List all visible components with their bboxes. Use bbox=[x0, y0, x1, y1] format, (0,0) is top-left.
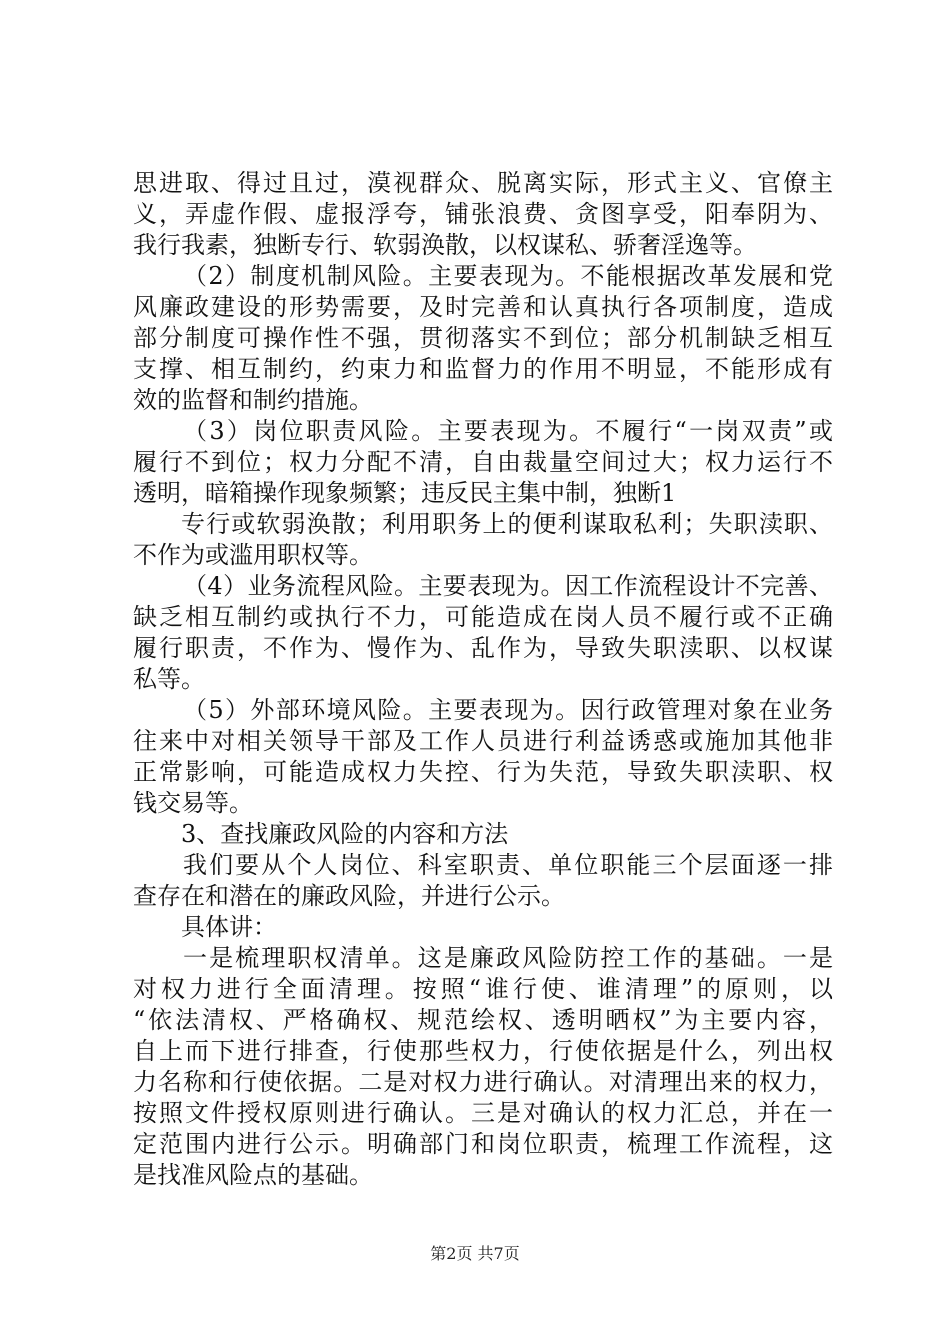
text-line: 力名称和行使依据。二是对权力进行确认。对清理出来的权力， bbox=[133, 1068, 833, 1096]
text-line: （4）业务流程风险。主要表现为。因工作流程设计不完善、 bbox=[183, 572, 833, 600]
text-line: 具体讲： bbox=[181, 913, 277, 941]
text-line: 我行我素，独断专行、软弱涣散，以权谋私、骄奢淫逸等。 bbox=[133, 231, 757, 259]
text-line: 定范围内进行公示。明确部门和岗位职责，梳理工作流程，这 bbox=[133, 1130, 833, 1158]
text-line: 是找准风险点的基础。 bbox=[133, 1161, 373, 1189]
text-line: 思进取、得过且过，漠视群众、脱离实际，形式主义、官僚主 bbox=[133, 169, 833, 197]
text-line: 义，弄虚作假、虚报浮夸，铺张浪费、贪图享受，阳奉阴为、 bbox=[133, 200, 833, 228]
text-line: 对权力进行全面清理。按照“谁行使、谁清理”的原则，以 bbox=[133, 975, 833, 1003]
text-line: “依法清权、严格确权、规范绘权、透明晒权”为主要内容， bbox=[133, 1006, 833, 1034]
text-line: 效的监督和制约措施。 bbox=[133, 386, 373, 414]
text-line: （5）外部环境风险。主要表现为。因行政管理对象在业务 bbox=[183, 696, 833, 724]
text-line: 部分制度可操作性不强，贯彻落实不到位；部分机制缺乏相互 bbox=[133, 324, 833, 352]
text-line: 正常影响，可能造成权力失控、行为失范，导致失职渎职、权 bbox=[133, 758, 833, 786]
body-text bbox=[133, 168, 833, 1191]
text-line: 专行或软弱涣散；利用职务上的便利谋取私利；失职渎职、 bbox=[181, 510, 833, 538]
text-line: 私等。 bbox=[133, 665, 205, 693]
text-line: 自上而下进行排查，行使那些权力，行使依据是什么，列出权 bbox=[133, 1037, 833, 1065]
text-line: 不作为或滥用职权等。 bbox=[133, 541, 373, 569]
text-line: 按照文件授权原则进行确认。三是对确认的权力汇总，并在一 bbox=[133, 1099, 833, 1127]
text-line: 履行职责，不作为、慢作为、乱作为，导致失职渎职、以权谋 bbox=[133, 634, 833, 662]
text-line: 支撑、相互制约，约束力和监督力的作用不明显，不能形成有 bbox=[133, 355, 833, 383]
text-line: 一是梳理职权清单。这是廉政风险防控工作的基础。一是 bbox=[183, 944, 833, 972]
text-line: 我们要从个人岗位、科室职责、单位职能三个层面逐一排 bbox=[183, 851, 833, 879]
text-line: （3）岗位职责风险。主要表现为。不履行“一岗双责”或 bbox=[183, 417, 833, 445]
text-line: 3、查找廉政风险的内容和方法 bbox=[181, 820, 509, 848]
text-line: 履行不到位；权力分配不清，自由裁量空间过大；权力运行不 bbox=[133, 448, 833, 476]
text-line: （2）制度机制风险。主要表现为。不能根据改革发展和党 bbox=[183, 262, 833, 290]
text-line: 风廉政建设的形势需要，及时完善和认真执行各项制度，造成 bbox=[133, 293, 833, 321]
text-line: 查存在和潜在的廉政风险，并进行公示。 bbox=[133, 882, 565, 910]
text-line: 缺乏相互制约或执行不力，可能造成在岗人员不履行或不正确 bbox=[133, 603, 833, 631]
page-footer: 第2页 共7页 bbox=[430, 1244, 520, 1263]
text-line: 钱交易等。 bbox=[133, 789, 253, 817]
text-line: 往来中对相关领导干部及工作人员进行利益诱惑或施加其他非 bbox=[133, 727, 833, 755]
text-line: 透明，暗箱操作现象频繁；违反民主集中制，独断1 bbox=[133, 479, 677, 507]
